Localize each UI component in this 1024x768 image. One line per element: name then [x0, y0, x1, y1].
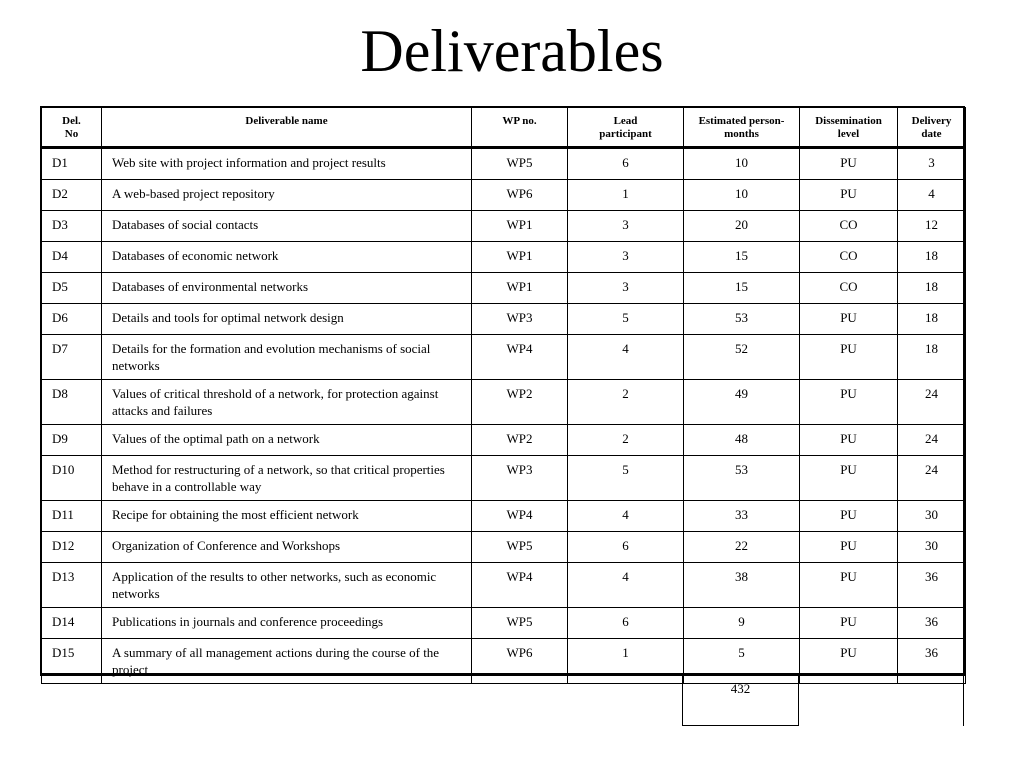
cell-lead-participant: 5: [568, 304, 684, 335]
cell-wp-no: WP6: [472, 639, 568, 684]
header-del-no: Del. No: [42, 108, 102, 148]
cell-person-months: 52: [684, 335, 800, 380]
cell-person-months: 5: [684, 639, 800, 684]
cell-lead-participant: 6: [568, 608, 684, 639]
cell-person-months: 38: [684, 563, 800, 608]
table-row: [42, 608, 966, 639]
cell-lead-participant: 3: [568, 242, 684, 273]
table-row: [42, 380, 966, 425]
cell-wp-no: WP1: [472, 211, 568, 242]
cell-dissemination-level: PU: [800, 639, 898, 684]
cell-person-months: 9: [684, 608, 800, 639]
cell-dissemination-level: PU: [800, 608, 898, 639]
cell-delivery-date: 3: [898, 148, 966, 180]
cell-dissemination-level: PU: [800, 335, 898, 380]
cell-dissemination-level: PU: [800, 563, 898, 608]
cell-deliverable-name: A web-based project repository: [102, 180, 472, 211]
cell-delivery-date: 18: [898, 273, 966, 304]
cell-person-months: 20: [684, 211, 800, 242]
cell-person-months: 53: [684, 456, 800, 501]
cell-deliverable-name: Recipe for obtaining the most efficient network: [102, 501, 472, 532]
header-lead-participant: Lead participant: [568, 108, 684, 148]
cell-del-no: D5: [42, 273, 102, 304]
cell-del-no: D13: [42, 563, 102, 608]
cell-person-months: 49: [684, 380, 800, 425]
cell-lead-participant: 6: [568, 532, 684, 563]
table-row: [42, 639, 966, 684]
cell-person-months: 53: [684, 304, 800, 335]
cell-deliverable-name: Databases of social contacts: [102, 211, 472, 242]
cell-lead-participant: 4: [568, 501, 684, 532]
cell-del-no: D2: [42, 180, 102, 211]
cell-delivery-date: 24: [898, 380, 966, 425]
cell-delivery-date: 24: [898, 456, 966, 501]
table-row: [42, 273, 966, 304]
cell-person-months: 33: [684, 501, 800, 532]
cell-wp-no: WP3: [472, 304, 568, 335]
cell-lead-participant: 3: [568, 211, 684, 242]
table-row: [42, 211, 966, 242]
cell-deliverable-name: A summary of all management actions during the course of the project: [102, 639, 472, 684]
cell-wp-no: WP2: [472, 380, 568, 425]
table-row: [42, 456, 966, 501]
cell-wp-no: WP1: [472, 242, 568, 273]
table-header-row: [42, 108, 966, 148]
cell-del-no: D3: [42, 211, 102, 242]
cell-dissemination-level: CO: [800, 273, 898, 304]
cell-deliverable-name: Publications in journals and conference proceedings: [102, 608, 472, 639]
cell-del-no: D8: [42, 380, 102, 425]
table-row: [42, 304, 966, 335]
cell-delivery-date: 18: [898, 335, 966, 380]
table-row: [42, 563, 966, 608]
cell-person-months: 22: [684, 532, 800, 563]
cell-delivery-date: 30: [898, 532, 966, 563]
header-delivery-date: Delivery date: [898, 108, 966, 148]
cell-dissemination-level: PU: [800, 501, 898, 532]
table-row: [42, 148, 966, 180]
cell-delivery-date: 36: [898, 608, 966, 639]
cell-dissemination-level: PU: [800, 425, 898, 456]
cell-lead-participant: 5: [568, 456, 684, 501]
cell-del-no: D10: [42, 456, 102, 501]
cell-lead-participant: 4: [568, 563, 684, 608]
cell-deliverable-name: Values of the optimal path on a network: [102, 425, 472, 456]
deliverables-table: [41, 107, 966, 684]
cell-deliverable-name: Databases of economic network: [102, 242, 472, 273]
cell-dissemination-level: PU: [800, 148, 898, 180]
table-row: [42, 425, 966, 456]
cell-dissemination-level: PU: [800, 304, 898, 335]
cell-del-no: D6: [42, 304, 102, 335]
cell-delivery-date: 18: [898, 242, 966, 273]
cell-lead-participant: 2: [568, 380, 684, 425]
cell-dissemination-level: PU: [800, 380, 898, 425]
cell-delivery-date: 36: [898, 639, 966, 684]
cell-person-months: 10: [684, 148, 800, 180]
cell-delivery-date: 36: [898, 563, 966, 608]
cell-delivery-date: 24: [898, 425, 966, 456]
cell-wp-no: WP4: [472, 563, 568, 608]
cell-wp-no: WP5: [472, 532, 568, 563]
cell-del-no: D7: [42, 335, 102, 380]
cell-lead-participant: 3: [568, 273, 684, 304]
cell-lead-participant: 1: [568, 639, 684, 684]
slide-title: Deliverables: [360, 18, 664, 84]
cell-wp-no: WP5: [472, 608, 568, 639]
cell-wp-no: WP4: [472, 335, 568, 380]
cell-lead-participant: 4: [568, 335, 684, 380]
total-effort-cell: 432: [682, 675, 799, 726]
cell-person-months: 48: [684, 425, 800, 456]
cell-deliverable-name: Web site with project information and project results: [102, 148, 472, 180]
cell-lead-participant: 2: [568, 425, 684, 456]
cell-delivery-date: 4: [898, 180, 966, 211]
cell-person-months: 15: [684, 273, 800, 304]
cell-deliverable-name: Organization of Conference and Workshops: [102, 532, 472, 563]
cell-lead-participant: 6: [568, 148, 684, 180]
table-tail-line: [963, 675, 964, 726]
cell-deliverable-name: Values of critical threshold of a network, for protection against attacks and failures: [102, 380, 472, 425]
cell-wp-no: WP4: [472, 501, 568, 532]
cell-dissemination-level: CO: [800, 242, 898, 273]
cell-delivery-date: 12: [898, 211, 966, 242]
cell-wp-no: WP2: [472, 425, 568, 456]
cell-delivery-date: 18: [898, 304, 966, 335]
header-estimated-person-months: Estimated person-months: [684, 108, 800, 148]
cell-deliverable-name: Details for the formation and evolution mechanisms of social networks: [102, 335, 472, 380]
cell-delivery-date: 30: [898, 501, 966, 532]
cell-del-no: D15: [42, 639, 102, 684]
cell-del-no: D14: [42, 608, 102, 639]
cell-lead-participant: 1: [568, 180, 684, 211]
table-row: [42, 242, 966, 273]
header-wp-no: WP no.: [472, 108, 568, 148]
cell-person-months: 10: [684, 180, 800, 211]
cell-dissemination-level: PU: [800, 456, 898, 501]
table-row: [42, 501, 966, 532]
cell-deliverable-name: Method for restructuring of a network, so that critical properties behave in a controllable way: [102, 456, 472, 501]
cell-del-no: D1: [42, 148, 102, 180]
cell-dissemination-level: PU: [800, 180, 898, 211]
cell-del-no: D4: [42, 242, 102, 273]
cell-dissemination-level: PU: [800, 532, 898, 563]
header-deliverable-name: Deliverable name: [102, 108, 472, 148]
cell-deliverable-name: Databases of environmental networks: [102, 273, 472, 304]
table-row: [42, 335, 966, 380]
cell-wp-no: WP3: [472, 456, 568, 501]
cell-del-no: D11: [42, 501, 102, 532]
table-row: [42, 532, 966, 563]
table-row: [42, 180, 966, 211]
header-dissemination-level: Dissemination level: [800, 108, 898, 148]
cell-wp-no: WP5: [472, 148, 568, 180]
cell-deliverable-name: Details and tools for optimal network design: [102, 304, 472, 335]
cell-wp-no: WP1: [472, 273, 568, 304]
cell-del-no: D12: [42, 532, 102, 563]
cell-dissemination-level: CO: [800, 211, 898, 242]
cell-person-months: 15: [684, 242, 800, 273]
cell-del-no: D9: [42, 425, 102, 456]
cell-wp-no: WP6: [472, 180, 568, 211]
cell-deliverable-name: Application of the results to other networks, such as economic networks: [102, 563, 472, 608]
